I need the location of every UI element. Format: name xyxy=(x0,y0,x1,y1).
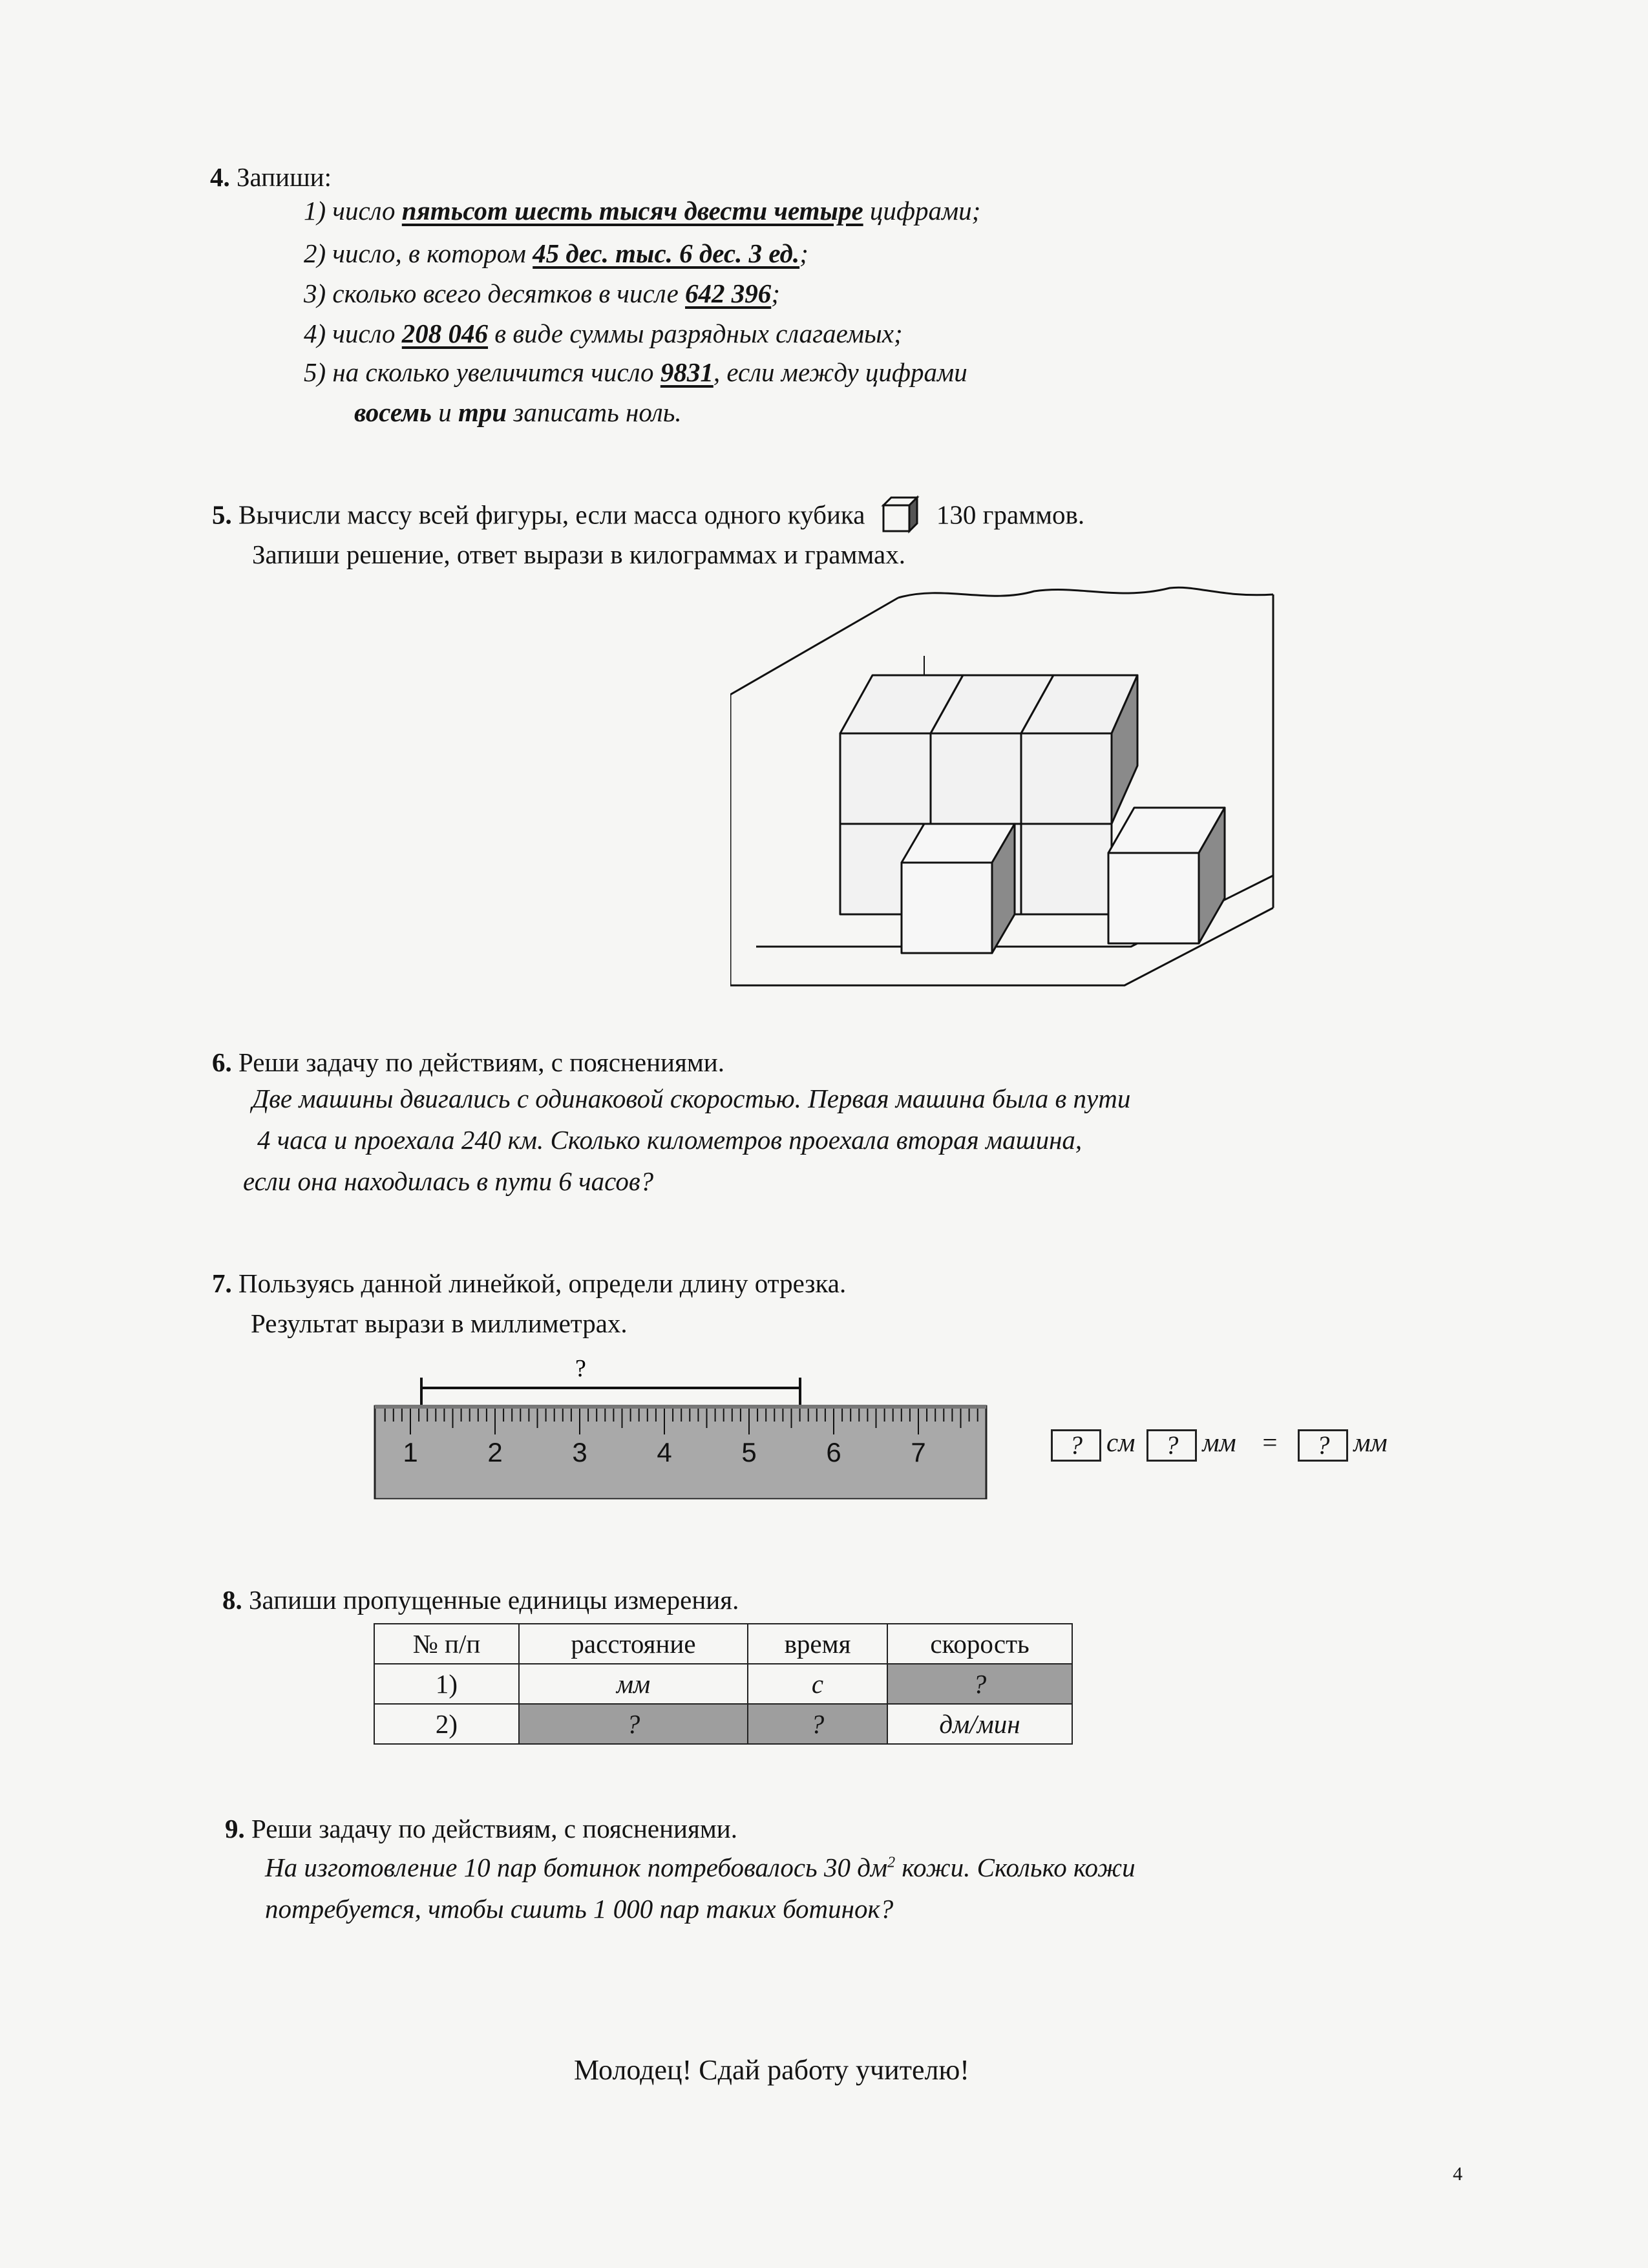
task4-item1-suffix: цифрами; xyxy=(863,196,981,226)
task6-line2: 4 часа и проехала 240 км. Сколько километров проехала вторая машина, xyxy=(257,1125,1083,1155)
task4-item5-cont xyxy=(354,397,682,428)
table-row xyxy=(374,1704,1072,1744)
task4-item1 xyxy=(304,195,980,226)
cube-icon xyxy=(881,494,921,534)
ruler-figure xyxy=(368,1350,995,1506)
task5-mass: 130 граммов. xyxy=(936,499,1085,530)
task4-item4-prefix: 4) число xyxy=(304,319,402,348)
task4-item5-end: записать ноль. xyxy=(507,397,682,427)
table-cell: дм/мин xyxy=(887,1704,1072,1744)
task5-line1-text: Вычисли массу всей фигуры, если масса одного кубика xyxy=(238,499,865,530)
task4-word-eight: восемь xyxy=(354,397,432,427)
ruler-number: 3 xyxy=(572,1437,587,1467)
table-row xyxy=(374,1664,1072,1704)
task4-word-and: и xyxy=(431,397,458,427)
task4-number: 4. xyxy=(210,162,230,192)
task5-number: 5. xyxy=(212,499,232,530)
table-cell: мм xyxy=(519,1664,748,1704)
table-header-row xyxy=(374,1624,1072,1664)
task4-item2-prefix: 2) число, в котором xyxy=(304,238,533,268)
task5-heading xyxy=(212,498,1084,538)
length-answer xyxy=(1051,1427,1399,1462)
ruler-number: 7 xyxy=(911,1437,926,1467)
task4-item3-prefix: 3) сколько всего десятков в числе xyxy=(304,278,686,308)
table-header: № п/п xyxy=(374,1624,519,1664)
task4-item5-prefix: 5) на сколько увеличится число xyxy=(304,357,660,387)
table-cell: 2) xyxy=(374,1704,519,1744)
answer-box-cm[interactable]: ? xyxy=(1051,1429,1101,1462)
table-cell-blank[interactable]: ? xyxy=(748,1704,887,1744)
task6-title: Реши задачу по действиям, с пояснениями. xyxy=(238,1047,724,1077)
ruler-number: 5 xyxy=(741,1437,757,1467)
task4-item2-suffix: ; xyxy=(799,238,808,268)
task6-line1: Две машины двигались с одинаковой скоростью. Первая машина была в пути xyxy=(252,1084,1131,1113)
task4-item3-suffix: ; xyxy=(771,278,780,308)
task4-item3 xyxy=(304,278,780,309)
unit-mm: мм xyxy=(1202,1427,1236,1457)
table-header: скорость xyxy=(887,1624,1072,1664)
task7-title: Пользуясь данной линейкой, определи длину отрезка. xyxy=(238,1268,847,1298)
task4-item1-prefix: 1) число xyxy=(304,196,402,226)
answer-box-total-mm[interactable]: ? xyxy=(1298,1429,1348,1462)
task4-item4-value: 208 046 xyxy=(401,319,489,348)
task9-line1-text: На изготовление 10 пар ботинок потребовалось 30 дм xyxy=(265,1853,888,1882)
table-cell: с xyxy=(748,1664,887,1704)
task7-number: 7. xyxy=(212,1268,232,1298)
task9-line2: потребуется, чтобы сшить 1 000 пар таких ботинок? xyxy=(265,1894,894,1924)
table-cell-blank[interactable]: ? xyxy=(519,1704,748,1744)
task8-number: 8. xyxy=(222,1585,242,1615)
task4-item4-suffix: в виде суммы разрядных слагаемых; xyxy=(488,319,903,348)
ruler-number: 1 xyxy=(403,1437,418,1467)
ruler-number: 2 xyxy=(487,1437,503,1467)
closing-message: Молодец! Сдай работу учителю! xyxy=(574,2054,969,2086)
task7-heading xyxy=(212,1268,846,1299)
task9-exponent: 2 xyxy=(887,1854,896,1871)
ruler-number: 4 xyxy=(657,1437,672,1467)
task7-line2: Результат вырази в миллиметрах. xyxy=(251,1308,628,1338)
task9-line1-end: кожи. Сколько кожи xyxy=(895,1853,1136,1882)
ruler-number: 6 xyxy=(826,1437,841,1467)
equals-sign: = xyxy=(1260,1427,1279,1457)
task4-item3-value: 642 396 xyxy=(685,278,772,308)
table-cell-blank[interactable]: ? xyxy=(887,1664,1072,1704)
table-cell: 1) xyxy=(374,1664,519,1704)
task4-word-three: три xyxy=(458,397,507,427)
unit-total-mm: мм xyxy=(1353,1427,1388,1457)
unit-cm: см xyxy=(1106,1427,1136,1457)
task6-heading xyxy=(212,1047,724,1078)
answer-box-mm[interactable]: ? xyxy=(1146,1429,1197,1462)
task9-heading xyxy=(225,1813,737,1844)
task4-title: Запиши: xyxy=(237,162,332,192)
segment-label: ? xyxy=(575,1355,586,1382)
task9-line1 xyxy=(265,1852,1136,1883)
task5-line2: Запиши решение, ответ вырази в килограммах и граммах. xyxy=(252,540,906,569)
units-table xyxy=(374,1623,1073,1745)
task4-item5-value: 9831 xyxy=(660,357,713,387)
task4-item5-suffix: , если между цифрами xyxy=(713,357,967,387)
table-header: расстояние xyxy=(519,1624,748,1664)
table-header: время xyxy=(748,1624,887,1664)
task9-title: Реши задачу по действиям, с пояснениями. xyxy=(251,1814,737,1843)
task4-heading xyxy=(210,162,332,193)
task4-item2 xyxy=(304,238,808,269)
page-number: 4 xyxy=(1453,2163,1463,2185)
task4-item1-words: пятьсот шесть тысяч двести четыре xyxy=(401,196,863,226)
task9-number: 9. xyxy=(225,1814,245,1843)
task8-title: Запиши пропущенные единицы измерения. xyxy=(249,1585,739,1615)
task4-item2-value: 45 дес. тыс. 6 дес. 3 ед. xyxy=(533,238,800,268)
task4-item5 xyxy=(304,357,967,388)
task6-line3: если она находилась в пути 6 часов? xyxy=(243,1166,654,1196)
task8-heading xyxy=(222,1584,739,1615)
cubes-figure xyxy=(730,585,1280,992)
task4-item4 xyxy=(304,318,903,349)
task6-number: 6. xyxy=(212,1047,232,1077)
